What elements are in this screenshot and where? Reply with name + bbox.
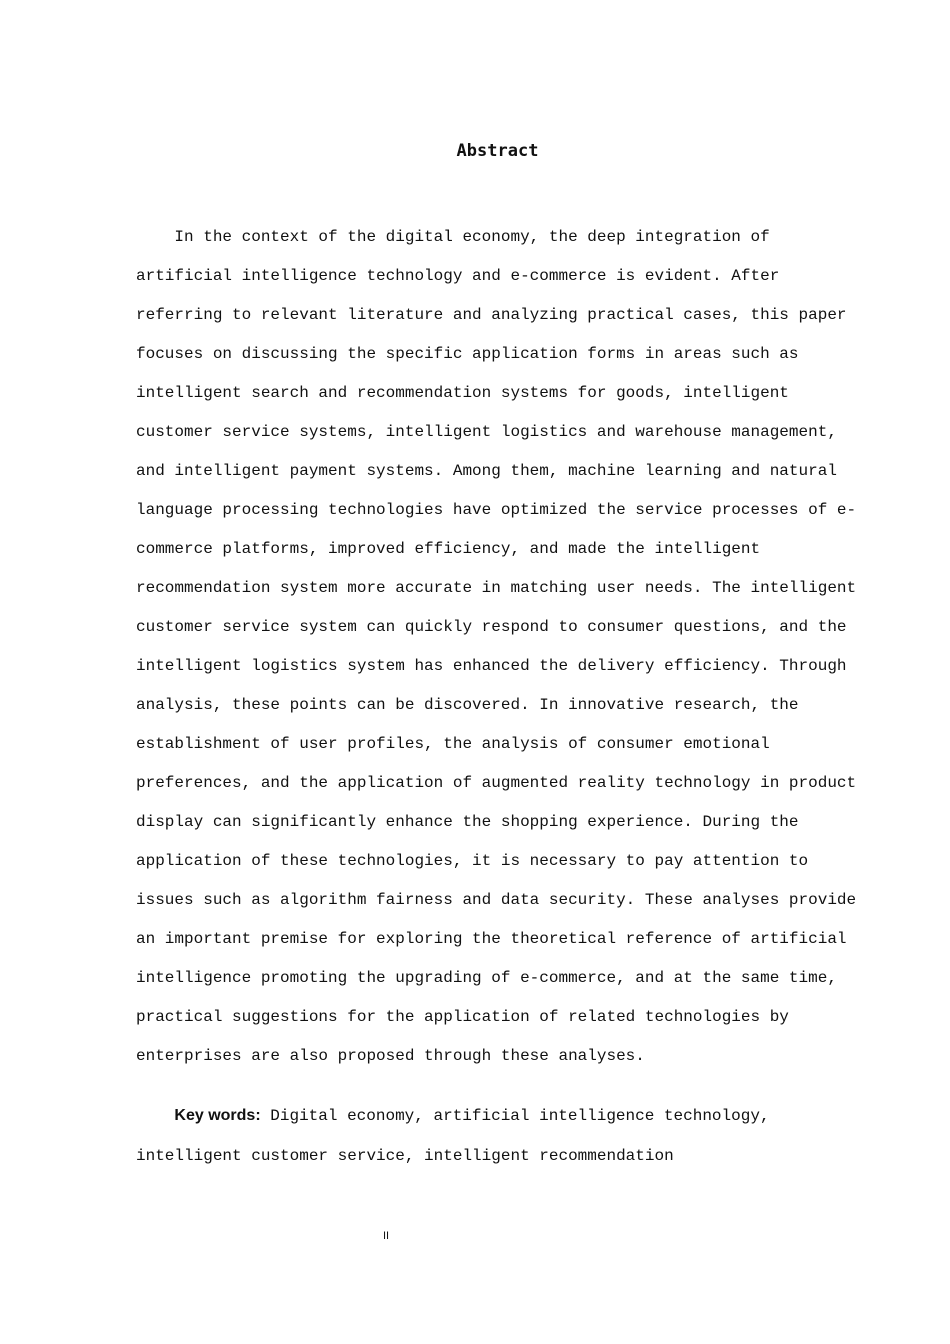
abstract-body: [136, 218, 866, 1076]
abstract-line: focuses on discussing the specific application forms in areas such as: [136, 345, 799, 363]
abstract-line: customer service systems, intelligent logistics and warehouse management,: [136, 423, 837, 441]
abstract-line: application of these technologies, it is necessary to pay attention to: [136, 852, 809, 870]
keywords-line: intelligent customer service, intelligent recommendation: [136, 1147, 674, 1165]
abstract-heading: Abstract: [456, 141, 539, 161]
abstract-line: an important premise for exploring the theoretical reference of artificial: [136, 930, 847, 948]
abstract-line: referring to relevant literature and analyzing practical cases, this paper: [136, 306, 847, 324]
page-number: II: [382, 1230, 390, 1242]
abstract-line: enterprises are also proposed through these analyses.: [136, 1047, 645, 1065]
abstract-line: artificial intelligence technology and e-commerce is evident. After: [136, 267, 780, 285]
abstract-line: language processing technologies have optimized the service processes of e-: [136, 501, 857, 519]
abstract-line: intelligent logistics system has enhanced the delivery efficiency. Through: [136, 657, 847, 675]
abstract-line: intelligent search and recommendation systems for goods, intelligent: [136, 384, 789, 402]
keywords-line: [136, 1096, 866, 1136]
abstract-line: customer service system can quickly respond to consumer questions, and the: [136, 618, 847, 636]
keywords-label: Key words:: [174, 1107, 261, 1124]
abstract-line: preferences, and the application of augmented reality technology in product: [136, 774, 857, 792]
keywords-section: [136, 1096, 866, 1176]
keywords-text: Digital economy, artificial intelligence technology,: [260, 1107, 770, 1125]
abstract-line: display can significantly enhance the shopping experience. During the: [136, 813, 799, 831]
abstract-line: analysis, these points can be discovered. In innovative research, the: [136, 696, 799, 714]
abstract-line: establishment of user profiles, the analysis of consumer emotional: [136, 735, 770, 753]
abstract-line: practical suggestions for the application of related technologies by: [136, 1008, 789, 1026]
abstract-line: commerce platforms, improved efficiency, and made the intelligent: [136, 540, 761, 558]
abstract-line: recommendation system more accurate in matching user needs. The intelligent: [136, 579, 857, 597]
abstract-line: issues such as algorithm fairness and data security. These analyses provide: [136, 891, 857, 909]
abstract-line: intelligence promoting the upgrading of e-commerce, and at the same time,: [136, 969, 837, 987]
abstract-line: In the context of the digital economy, the deep integration of: [136, 228, 770, 246]
abstract-line: and intelligent payment systems. Among them, machine learning and natural: [136, 462, 837, 480]
